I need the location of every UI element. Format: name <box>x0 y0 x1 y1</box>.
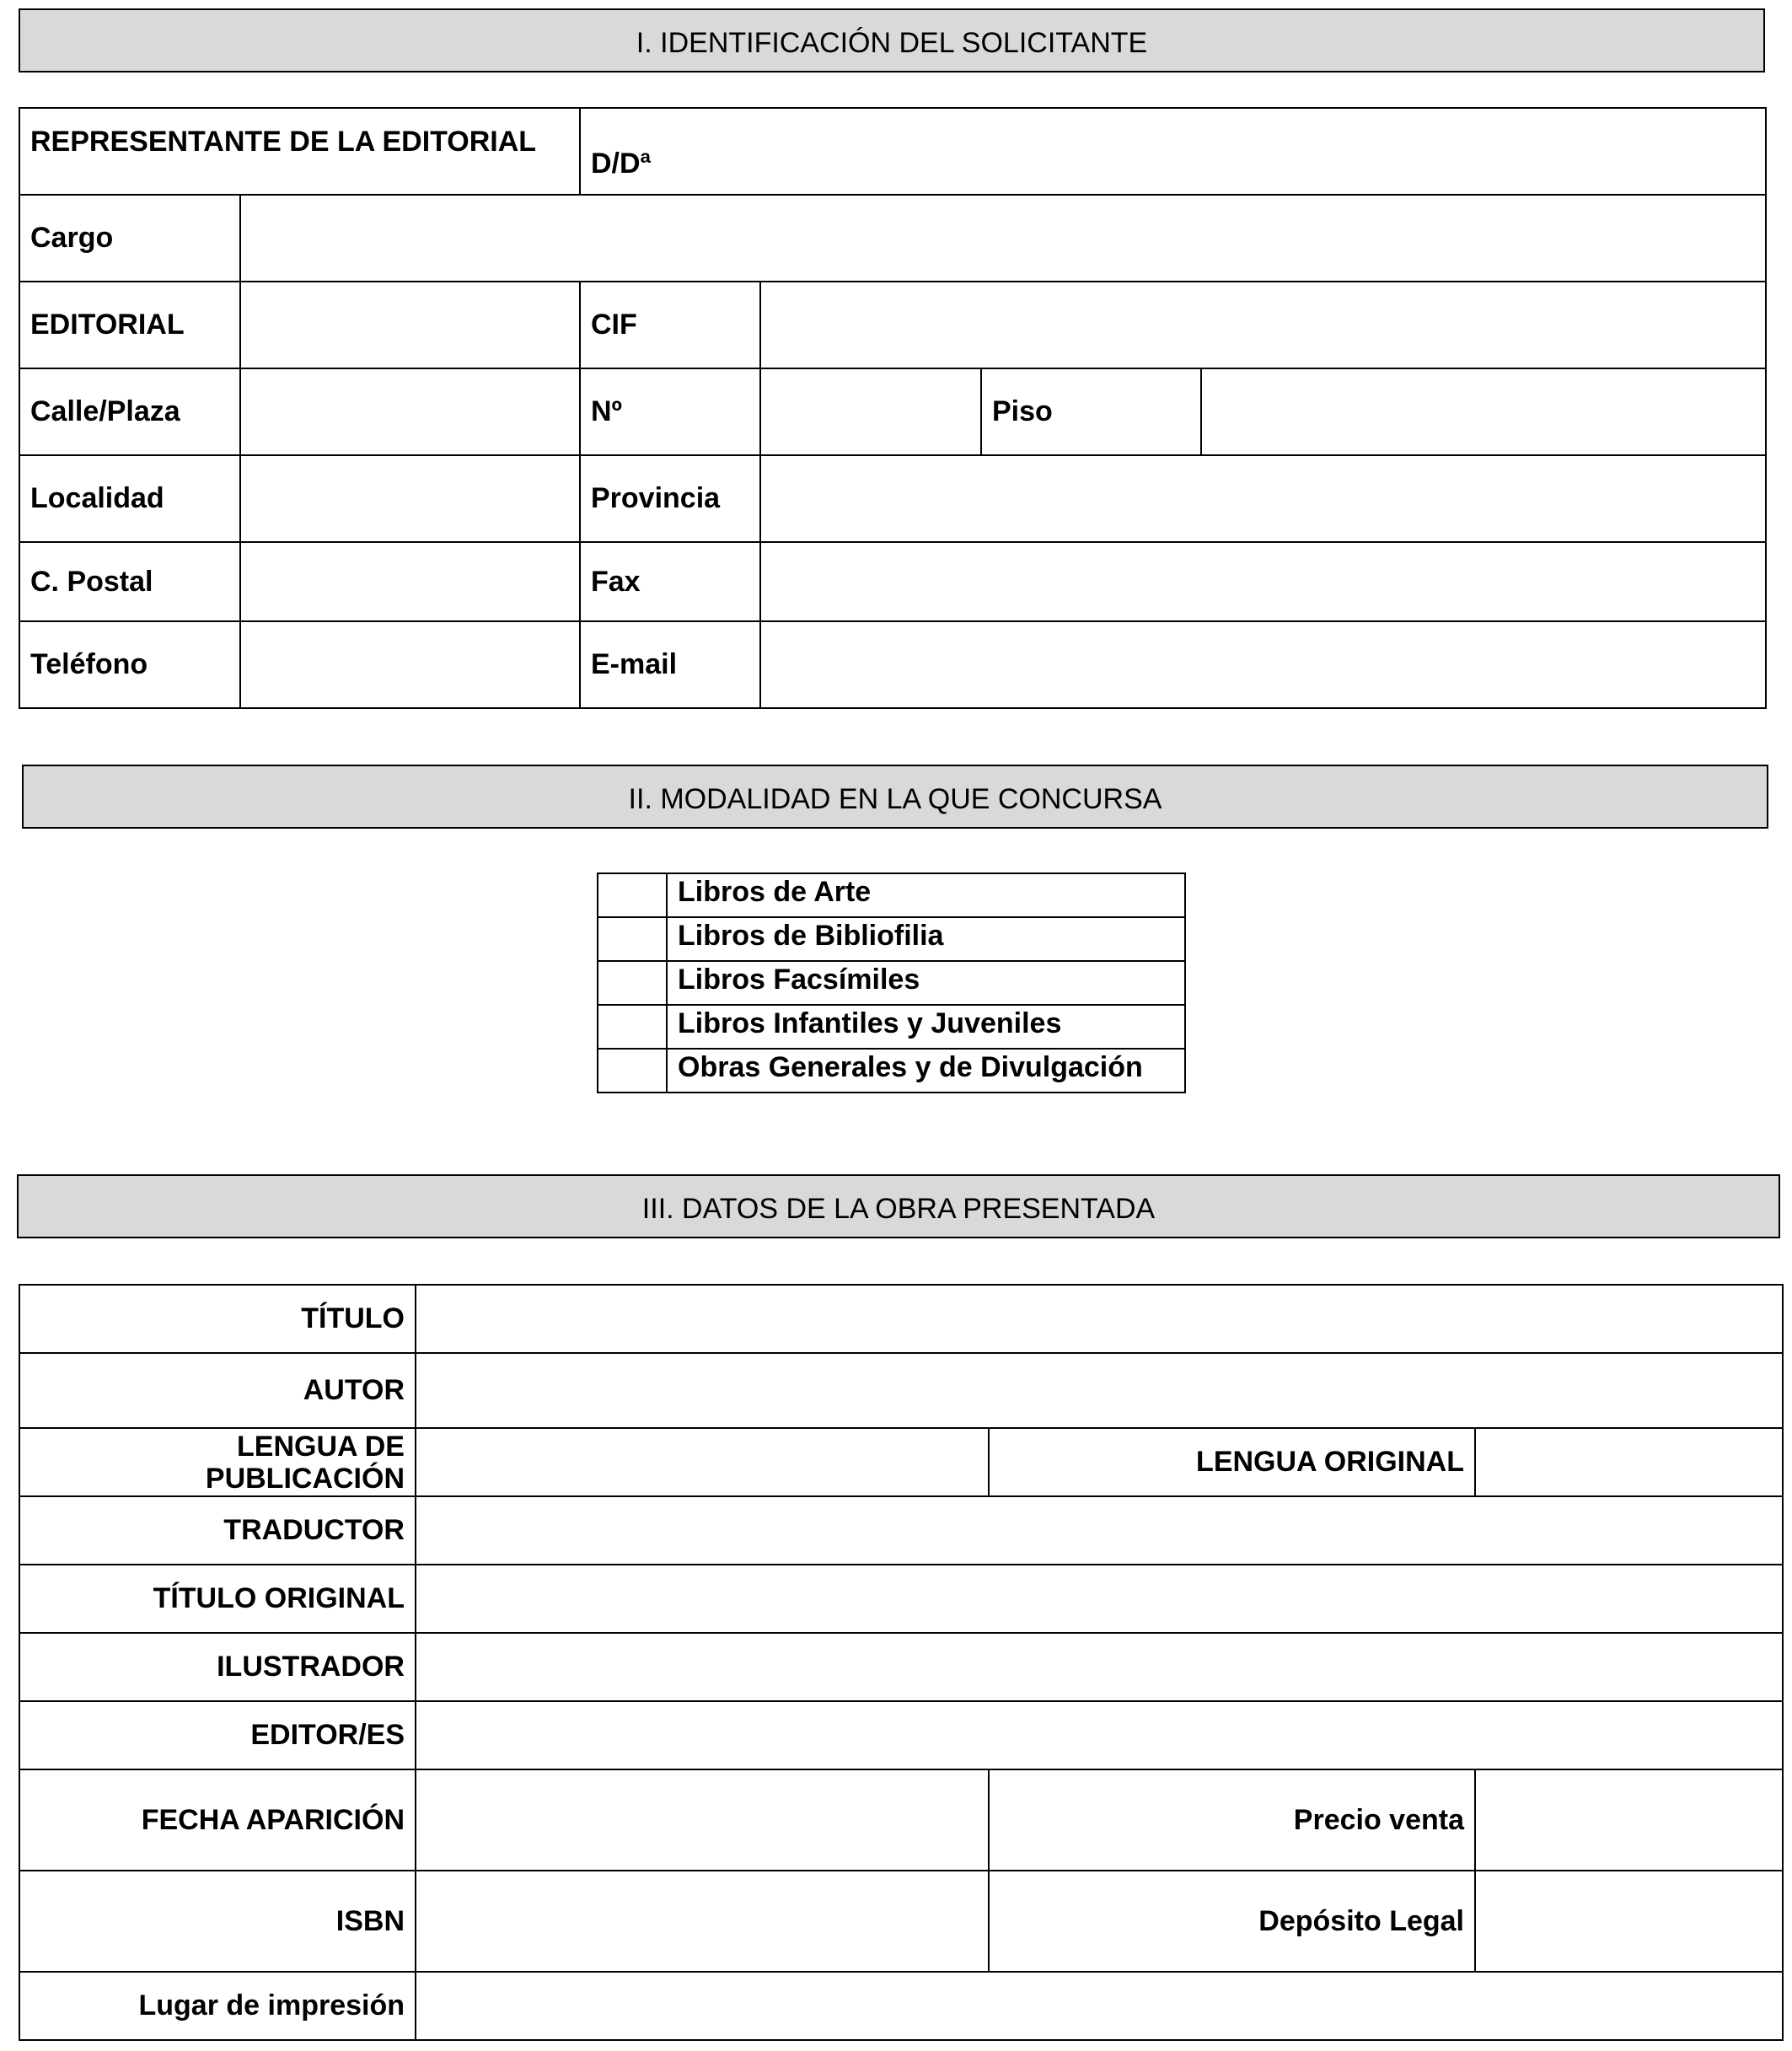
lugar-impresion-field[interactable] <box>416 1972 1783 2040</box>
telefono-field[interactable] <box>240 621 580 708</box>
cargo-field[interactable] <box>240 195 1766 282</box>
cpostal-field[interactable] <box>240 542 580 621</box>
fax-label: Fax <box>580 542 760 621</box>
traductor-label: TRADUCTOR <box>19 1496 416 1565</box>
modality-option: Libros Facsímiles <box>667 961 1185 1005</box>
editores-label: EDITOR/ES <box>19 1701 416 1769</box>
fax-field[interactable] <box>760 542 1766 621</box>
modality-checkbox-facsimiles[interactable] <box>598 961 667 1005</box>
modality-option: Libros de Arte <box>667 873 1185 917</box>
provincia-field[interactable] <box>760 455 1766 542</box>
section-3-header <box>17 1174 1780 1238</box>
work-data-table <box>19 1284 1784 2041</box>
representante-label: REPRESENTANTE DE LA EDITORIAL <box>19 108 580 195</box>
section-2-title: II. MODALIDAD EN LA QUE CONCURSA <box>628 782 1162 815</box>
piso-field[interactable] <box>1201 368 1766 455</box>
ilustrador-field[interactable] <box>416 1633 1783 1701</box>
deposito-legal-label: Depósito Legal <box>989 1871 1475 1972</box>
fecha-aparicion-field[interactable] <box>416 1769 989 1871</box>
modality-checkbox-bibliofilia[interactable] <box>598 917 667 961</box>
lengua-original-label: LENGUA ORIGINAL <box>989 1428 1475 1496</box>
fecha-aparicion-label: FECHA APARICIÓN <box>19 1769 416 1871</box>
cif-field[interactable] <box>760 282 1766 368</box>
calle-field[interactable] <box>240 368 580 455</box>
modality-table <box>597 872 1186 1093</box>
telefono-label: Teléfono <box>19 621 240 708</box>
autor-field[interactable] <box>416 1353 1783 1428</box>
precio-venta-field[interactable] <box>1475 1769 1783 1871</box>
isbn-field[interactable] <box>416 1871 989 1972</box>
precio-venta-label: Precio venta <box>989 1769 1475 1871</box>
localidad-field[interactable] <box>240 455 580 542</box>
cargo-label: Cargo <box>19 195 240 282</box>
email-field[interactable] <box>760 621 1766 708</box>
titulo-field[interactable] <box>416 1285 1783 1353</box>
section-2-header <box>22 765 1768 829</box>
titulo-original-label: TÍTULO ORIGINAL <box>19 1565 416 1633</box>
modality-option: Libros de Bibliofilia <box>667 917 1185 961</box>
section-3-title: III. DATOS DE LA OBRA PRESENTADA <box>641 1192 1156 1225</box>
autor-label: AUTOR <box>19 1353 416 1428</box>
traductor-field[interactable] <box>416 1496 1783 1565</box>
lengua-original-field[interactable] <box>1475 1428 1783 1496</box>
lengua-publicacion-field[interactable] <box>416 1428 989 1496</box>
isbn-label: ISBN <box>19 1871 416 1972</box>
modality-checkbox-arte[interactable] <box>598 873 667 917</box>
modality-option: Obras Generales y de Divulgación <box>667 1049 1185 1093</box>
provincia-label: Provincia <box>580 455 760 542</box>
section-1-title: I. IDENTIFICACIÓN DEL SOLICITANTE <box>636 26 1148 59</box>
deposito-legal-field[interactable] <box>1475 1871 1783 1972</box>
calle-label: Calle/Plaza <box>19 368 240 455</box>
section-1-header <box>19 8 1765 72</box>
numero-field[interactable] <box>760 368 981 455</box>
dd-label: D/Dª <box>591 148 652 180</box>
cif-label: CIF <box>580 282 760 368</box>
modality-option: Libros Infantiles y Juveniles <box>667 1005 1185 1049</box>
lugar-impresion-label: Lugar de impresión <box>19 1972 416 2040</box>
ilustrador-label: ILUSTRADOR <box>19 1633 416 1701</box>
email-label: E-mail <box>580 621 760 708</box>
modality-checkbox-generales[interactable] <box>598 1049 667 1093</box>
modality-checkbox-infantiles[interactable] <box>598 1005 667 1049</box>
piso-label: Piso <box>981 368 1201 455</box>
lengua-publicacion-label: LENGUA DE PUBLICACIÓN <box>19 1428 416 1496</box>
localidad-label: Localidad <box>19 455 240 542</box>
cpostal-label: C. Postal <box>19 542 240 621</box>
titulo-original-field[interactable] <box>416 1565 1783 1633</box>
applicant-table <box>19 107 1767 709</box>
titulo-label: TÍTULO <box>19 1285 416 1353</box>
dd-field[interactable] <box>580 108 1766 195</box>
editores-field[interactable] <box>416 1701 1783 1769</box>
numero-label: Nº <box>580 368 760 455</box>
editorial-field[interactable] <box>240 282 580 368</box>
editorial-label: EDITORIAL <box>19 282 240 368</box>
